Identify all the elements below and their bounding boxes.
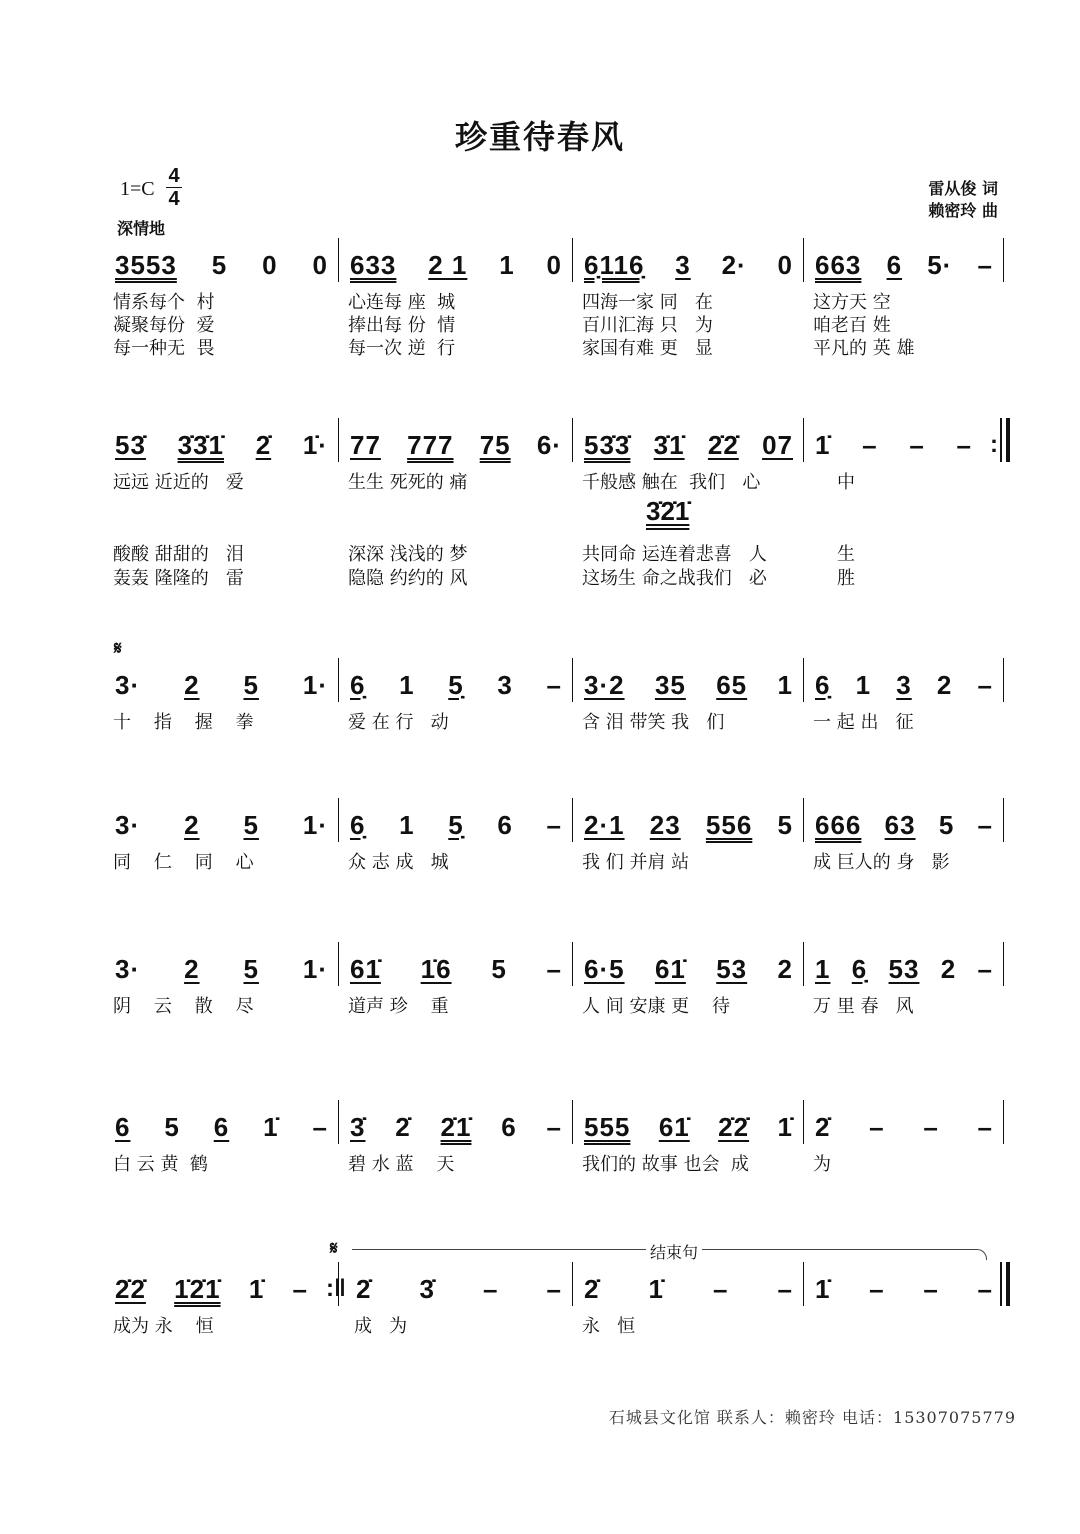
lyric-line: 万 里 春 风 [813, 996, 914, 1017]
barline [803, 1262, 804, 1306]
dash: – [713, 1274, 729, 1304]
lyric-line: 这方天 空 [813, 292, 891, 313]
note: 0 [546, 250, 562, 280]
note: 75 [479, 430, 511, 460]
lyric-line: 阴 云 散 尽 [113, 996, 254, 1017]
composer: 赖密玲 曲 [928, 201, 998, 220]
measure [348, 428, 572, 589]
lyric-line: 一 起 出 征 [813, 712, 914, 733]
note-row [348, 808, 572, 842]
barline [803, 238, 804, 282]
time-signature [166, 166, 182, 209]
measure [813, 428, 982, 589]
note: 5 [938, 810, 955, 840]
lyric-line: 共同命 运连着悲喜 人 [582, 544, 767, 565]
lyric-line: 千般感 触在 我们 心 [582, 472, 761, 493]
measure [813, 248, 1003, 359]
lyric-line: 成 为 [354, 1316, 408, 1337]
note-row [582, 1110, 803, 1144]
barline [803, 798, 804, 842]
note: 23 [649, 810, 681, 840]
note-row [113, 808, 338, 842]
note: 2̇1̇ [440, 1112, 472, 1142]
note: 1̇ [777, 1112, 793, 1142]
lyric-line: 人 间 安康 更 待 [582, 996, 731, 1017]
lyric-line: 生生 死死的 痛 [348, 472, 468, 493]
note-row [582, 952, 803, 986]
note-row [348, 248, 572, 282]
note: 53̇3̇ [584, 430, 631, 460]
note-row [348, 428, 572, 462]
dash: – [546, 1112, 562, 1142]
note: 53 [888, 954, 920, 984]
measure [813, 808, 1003, 873]
note: 3 [896, 670, 912, 700]
lyricist: 雷从俊 词 [928, 179, 998, 198]
measure [113, 428, 338, 589]
dash: – [977, 1112, 993, 1142]
barline [1003, 942, 1004, 986]
note: 0 [262, 250, 278, 280]
dash: – [546, 1274, 562, 1304]
measure [582, 668, 803, 733]
time-bottom: 4 [168, 188, 180, 210]
note-row [582, 248, 803, 282]
measure [113, 1110, 338, 1175]
key-signature: 1=C [120, 178, 155, 200]
note: 6 [501, 1112, 517, 1142]
note: 2̇2̇ [718, 1112, 750, 1142]
note: 2̇ [815, 1112, 831, 1142]
note: 0 [777, 250, 793, 280]
note: 2̇ [356, 1274, 372, 1304]
note: 2̇ [584, 1274, 600, 1304]
note: 61̇ [658, 1112, 690, 1142]
dash: – [909, 430, 925, 460]
lyric-line: 道声 珍 重 [348, 996, 449, 1017]
dash: – [923, 1112, 939, 1142]
note: 6̣ [851, 954, 868, 984]
measure [582, 1110, 803, 1175]
barline [572, 942, 573, 986]
lyric-line: 深深 浅浅的 梦 [348, 544, 468, 565]
tempo-marking: 深情地 [117, 219, 166, 238]
note: 1 [815, 954, 831, 984]
note: 61̇ [654, 954, 686, 984]
measure [113, 808, 338, 873]
barline [803, 942, 804, 986]
note: 6·5 [584, 954, 625, 984]
note: 555 [584, 1112, 631, 1142]
lyric-line: 每一种无 畏 [113, 338, 215, 359]
lyric-line: 胜 [837, 568, 855, 589]
lyric-line: 我 们 并肩 站 [582, 852, 690, 873]
lyric-line: 中 [837, 472, 855, 493]
note: 2 [184, 954, 200, 984]
lyric-line: 十 指 握 拳 [113, 712, 254, 733]
dash: – [546, 670, 562, 700]
note: 3̇3̇1̇ [177, 430, 224, 460]
note: 3̇ [350, 1112, 366, 1142]
note: 6· [536, 430, 562, 460]
barline [803, 658, 804, 702]
note-row [582, 1272, 803, 1306]
dash: – [977, 250, 993, 280]
note-row [813, 1110, 1003, 1144]
note: 1̇ [815, 430, 831, 460]
segno-icon: 𝄋 [114, 638, 122, 659]
barline [338, 1100, 339, 1144]
note: 666 [815, 810, 862, 840]
dash: – [777, 1274, 793, 1304]
lyric-line: 成 巨人的 身 影 [813, 852, 950, 873]
lyric-line: 心连每 座 城 [348, 292, 456, 313]
dash: – [977, 810, 993, 840]
dash: – [977, 954, 993, 984]
note: 5 [164, 1112, 180, 1142]
measure [582, 1272, 803, 1337]
credits [928, 178, 998, 222]
lyric-line: 成为 永 恒 [113, 1316, 214, 1337]
barline [1003, 658, 1004, 702]
repeat-end-dots: :‖ [326, 1275, 346, 1302]
note: 1̇ [248, 1274, 265, 1304]
note: 3· [115, 670, 141, 700]
note: 0 [312, 250, 328, 280]
note: 2 [184, 810, 200, 840]
dash: – [292, 1274, 308, 1304]
note: 1̇· [302, 430, 328, 460]
measure [348, 1110, 572, 1175]
note: 1 [855, 670, 872, 700]
note: 556 [705, 810, 753, 840]
note-row [113, 1272, 318, 1306]
note: 1 [777, 670, 793, 700]
barline [572, 658, 573, 702]
note: 53̇ [115, 430, 146, 460]
note: 3 [497, 670, 513, 700]
note: 1̇ [648, 1274, 664, 1304]
barline [338, 418, 339, 462]
lyric-line: 同 仁 同 心 [113, 852, 254, 873]
note: 3· [115, 954, 141, 984]
dash: – [923, 1274, 939, 1304]
note: 2 [184, 670, 200, 700]
lyric-line: 轰轰 隆隆的 雷 [113, 568, 244, 589]
barline [572, 238, 573, 282]
note: 3 [675, 250, 691, 280]
barline [338, 658, 339, 702]
lyric-line: 这场生 命之战我们 必 [582, 568, 767, 589]
note-row [813, 1272, 1003, 1306]
note: 2 [936, 670, 953, 700]
segno-icon: 𝄋 [330, 1238, 338, 1259]
note: 2 [777, 954, 793, 984]
repeat-end-barline [1000, 418, 1002, 462]
barline [1003, 798, 1004, 842]
time-top: 4 [168, 165, 180, 187]
lyric-line: 含 泪 带笑 我 们 [582, 712, 725, 733]
note: 5 [777, 810, 793, 840]
note-row [582, 808, 803, 842]
note-row [354, 1272, 572, 1306]
dash: – [862, 430, 878, 460]
note: 1̇ [263, 1112, 279, 1142]
measure [348, 668, 572, 733]
measure [813, 952, 1003, 1017]
lyric-line: 生 [837, 544, 855, 565]
dash: – [483, 1274, 499, 1304]
lyric-line: 家国有难 更 显 [582, 338, 713, 359]
note: 3553 [115, 250, 177, 280]
dash: – [546, 810, 562, 840]
note: 2̇ [255, 430, 272, 460]
note-row [348, 952, 572, 986]
lyric-line: 每一次 逆 行 [348, 338, 456, 359]
measure [813, 1110, 1003, 1175]
note: 2̇ [395, 1112, 411, 1142]
note: 663 [815, 250, 862, 280]
measure [113, 668, 338, 733]
note: 1̇ [815, 1274, 831, 1304]
barline [572, 1262, 573, 1306]
barline [1003, 1100, 1004, 1144]
measure [813, 668, 1003, 733]
note: 5 [243, 954, 259, 984]
measure [348, 808, 572, 873]
note: 1̇2̇1̇ [174, 1274, 221, 1304]
note: 2· [721, 250, 747, 280]
note: 6̣116̣ [584, 250, 645, 280]
lyric-line: 咱老百 姓 [813, 315, 891, 336]
note: 6 [213, 1112, 230, 1142]
barline [338, 942, 339, 986]
measure [354, 1272, 572, 1337]
note: 1̇6 [420, 954, 452, 984]
note: 6 [115, 1112, 131, 1142]
note: 35 [654, 670, 686, 700]
note-row [813, 808, 1003, 842]
dash: – [546, 954, 562, 984]
note: 633 [350, 250, 397, 280]
lyric-line: 白 云 黄 鹤 [113, 1154, 208, 1175]
note: 6̣ [350, 670, 366, 700]
dash: – [869, 1112, 885, 1142]
note-row [813, 668, 1003, 702]
lyric-line: 碧 水 蓝 天 [348, 1154, 455, 1175]
note: 2̇2̇ [115, 1274, 146, 1304]
footer-contact: 石城县文化馆 联系人：赖密玲 电话：15307075779 [608, 1408, 1016, 1427]
note: 1· [302, 810, 328, 840]
note: 1 [399, 670, 415, 700]
note: 5· [927, 250, 953, 280]
note-row [348, 1110, 572, 1144]
note: 3·2 [584, 670, 625, 700]
lyric-line: 平凡的 英 雄 [813, 338, 915, 359]
lyric-line: 爱 在 行 动 [348, 712, 449, 733]
note-row [582, 428, 803, 462]
lyric-line: 众 志 成 城 [348, 852, 449, 873]
measure [348, 952, 572, 1017]
measure [113, 248, 338, 359]
dash: – [312, 1112, 328, 1142]
lyric-line: 永 恒 [582, 1316, 636, 1337]
note: 3· [115, 810, 141, 840]
barline [572, 418, 573, 462]
lyric-line: 捧出每 份 情 [348, 315, 456, 336]
dash: – [977, 670, 993, 700]
note: 6̣ [815, 670, 831, 700]
lyric-line: 四海一家 同 在 [582, 292, 713, 313]
note-row [113, 952, 338, 986]
lyric-line: 百川汇海 只 为 [582, 315, 713, 336]
lyric-line: 远远 近近的 爱 [113, 472, 244, 493]
note-row [113, 428, 338, 462]
measure [113, 952, 338, 1017]
note: 1 [399, 810, 415, 840]
barline [803, 418, 804, 462]
barline [803, 1100, 804, 1144]
barline [338, 238, 339, 282]
note-row [113, 1110, 338, 1144]
lyric-line: 凝聚每份 爱 [113, 315, 215, 336]
note-row [113, 668, 338, 702]
dash: – [869, 1274, 885, 1304]
ending-label: 结束句 [646, 1240, 702, 1263]
note-row [348, 668, 572, 702]
note: 6 [497, 810, 513, 840]
note: 77 [350, 430, 381, 460]
barline [572, 798, 573, 842]
note: 07 [762, 430, 793, 460]
lyric-line: 情系每个 村 [113, 292, 215, 313]
measure [582, 808, 803, 873]
measure [348, 248, 572, 359]
dash: – [956, 430, 972, 460]
barline [572, 1100, 573, 1144]
note: 5 [243, 670, 259, 700]
note: 6 [886, 250, 903, 280]
note-row [582, 668, 803, 702]
note: 2̇2̇ [707, 430, 739, 460]
note-row [113, 248, 338, 282]
dash: – [977, 1274, 993, 1304]
note: 2 [940, 954, 957, 984]
lyric-line: 酸酸 甜甜的 泪 [113, 544, 244, 565]
note: 777 [407, 430, 454, 460]
final-barline [1000, 1262, 1002, 1306]
measure [582, 952, 803, 1017]
note: 5̣ [448, 810, 464, 840]
note: 3̇ [419, 1274, 435, 1304]
lyric-line: 隐隐 约约的 风 [348, 568, 468, 589]
lyric-line: 我们的 故事 也会 成 [582, 1154, 749, 1175]
note: 3̇1̇ [653, 430, 685, 460]
note: 2 1 [428, 250, 468, 280]
note: 1 [499, 250, 515, 280]
barline [1003, 238, 1004, 282]
note: 61̇ [350, 954, 381, 984]
note: 5 [243, 810, 259, 840]
barline [338, 798, 339, 842]
measure [582, 248, 803, 359]
note: 5̣ [448, 670, 464, 700]
note: 65 [716, 670, 748, 700]
note: 1· [302, 670, 328, 700]
lyric-line: 为 [813, 1154, 831, 1175]
note-row [813, 428, 982, 462]
note-row [813, 952, 1003, 986]
note: 5 [211, 250, 228, 280]
note: 63 [884, 810, 916, 840]
note: 5 [491, 954, 507, 984]
measure [113, 1272, 318, 1337]
alternate-notes: 3̇2̇1̇ [646, 496, 690, 526]
note: 1· [302, 954, 328, 984]
song-title: 珍重待春风 [454, 118, 625, 156]
repeat-dots: : [990, 431, 998, 458]
note: 53 [716, 954, 748, 984]
measure [813, 1272, 1003, 1312]
note-row [813, 248, 1003, 282]
note: 6̣ [350, 810, 366, 840]
note: 2·1 [584, 810, 625, 840]
